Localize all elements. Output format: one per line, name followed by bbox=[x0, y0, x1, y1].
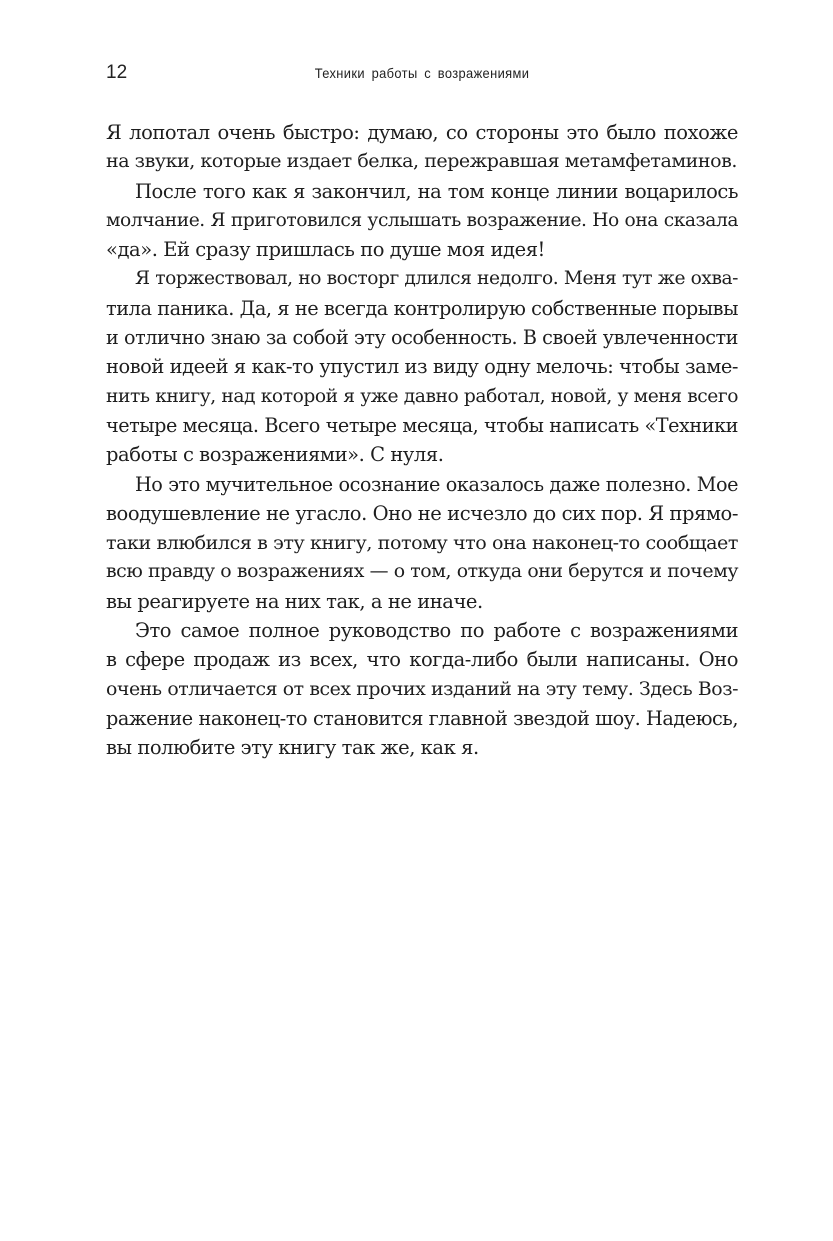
text-line: очень отличается от всех прочих изданий на эту тему. Здесь Воз- bbox=[106, 677, 738, 700]
running-title: Техники работы с возражениями bbox=[314, 65, 530, 81]
text-line: таки влюбился в эту книгу, потому что она наконец-то сообщает bbox=[106, 531, 738, 555]
paragraph bbox=[106, 470, 738, 616]
text-line: ражение наконец-то становится главной звездой шоу. Надеюсь, bbox=[106, 706, 738, 730]
body-text bbox=[106, 118, 738, 763]
text-line: После того как я закончил, на том конце линии воцарилось bbox=[135, 179, 738, 203]
text-line: четыре месяца. Всего четыре месяца, чтобы написать «Техники bbox=[106, 413, 738, 437]
text-line: и отлично знаю за собой эту особенность. В своей увлеченности bbox=[106, 326, 738, 350]
page-number: 12 bbox=[106, 62, 128, 83]
text-line: вы реагируете на них так, а не иначе. bbox=[106, 589, 483, 613]
paragraph bbox=[106, 616, 738, 762]
text-line: «да». Ей сразу пришлась по душе моя идея! bbox=[106, 238, 545, 262]
text-line: в сфере продаж из всех, что когда-либо были написаны. Оно bbox=[106, 648, 738, 672]
paragraph bbox=[106, 264, 738, 469]
text-line: нить книгу, над которой я уже давно работал, новой, у меня всего bbox=[106, 385, 738, 407]
text-line: Я торжествовал, но восторг длился недолго. Меня тут же охва- bbox=[135, 268, 738, 290]
text-line: Но это мучительное осознание оказалось даже полезно. Мое bbox=[135, 472, 738, 496]
text-line: молчание. Я приготовился услышать возражение. Но она сказала bbox=[106, 209, 738, 231]
text-line: тила паника. Да, я не всегда контролирую собственные порывы bbox=[106, 296, 738, 320]
running-head bbox=[106, 60, 738, 86]
text-line: работы с возражениями». С нуля. bbox=[106, 443, 444, 467]
text-line: воодушевление не угасло. Оно не исчезло до сих пор. Я прямо- bbox=[106, 501, 738, 525]
text-line: Я лопотал очень быстро: думаю, со стороны это было похоже bbox=[106, 121, 738, 144]
text-line: новой идеей я как-то упустил из виду одну мелочь: чтобы заме- bbox=[106, 355, 738, 379]
paragraph bbox=[106, 118, 738, 177]
text-line: всю правду о возражениях — о том, откуда они берутся и почему bbox=[106, 560, 738, 583]
paragraph bbox=[106, 177, 738, 265]
text-line: вы полюбите эту книгу так же, как я. bbox=[106, 736, 479, 760]
text-line: на звуки, которые издает белка, пережравшая метамфетаминов. bbox=[106, 150, 737, 173]
text-line: Это самое полное руководство по работе с возражениями bbox=[135, 619, 738, 643]
